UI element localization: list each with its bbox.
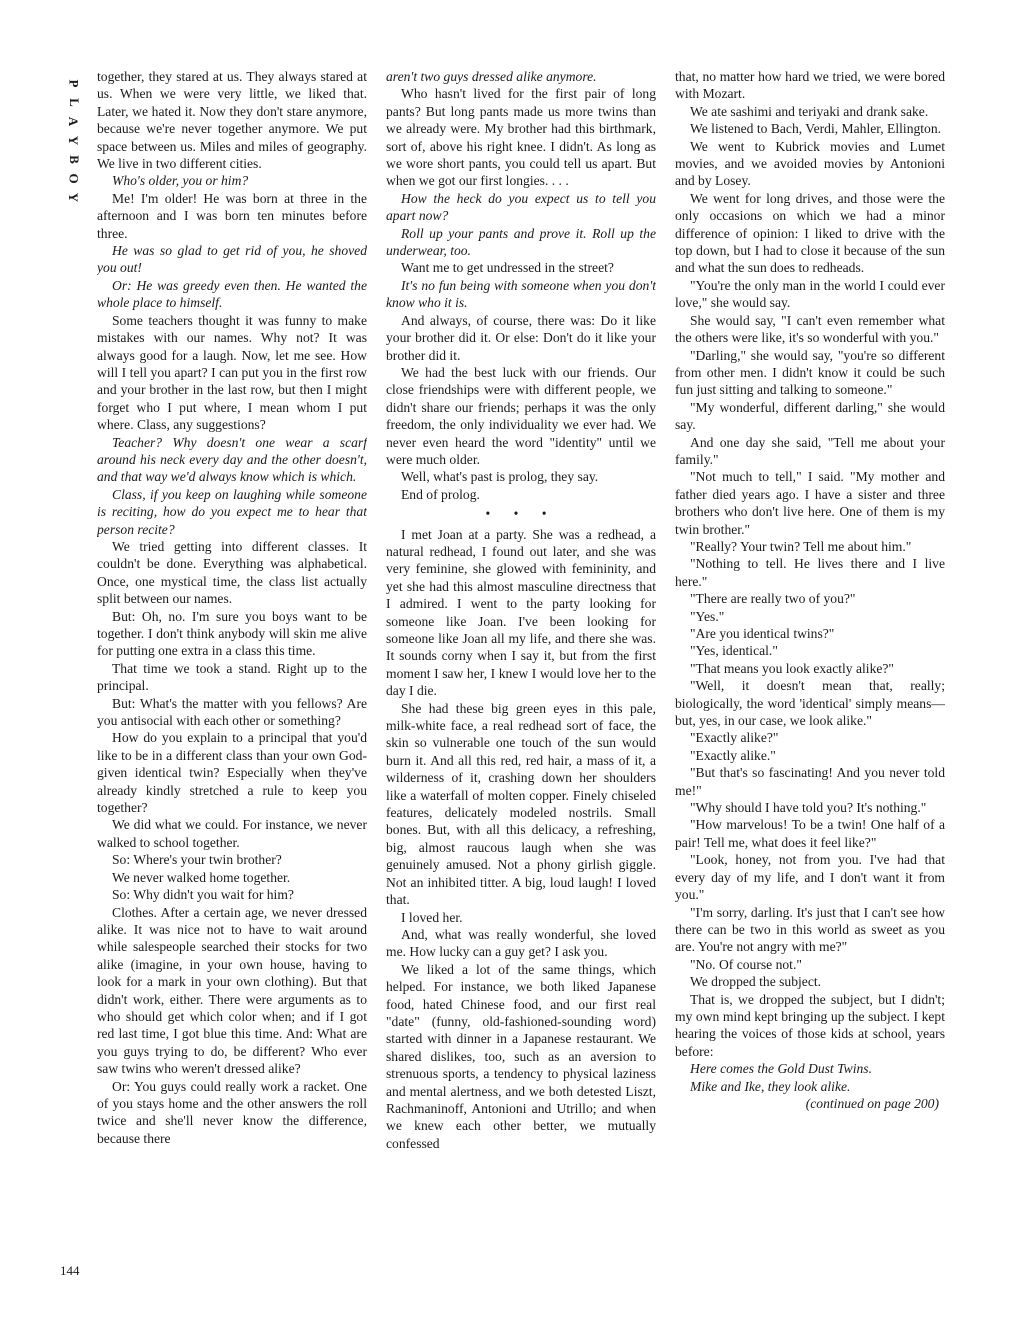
article-paragraph: Or: He was greedy even then. He wanted the whole place to himself. <box>97 277 367 311</box>
masthead-letter: B <box>66 155 82 164</box>
masthead-letter: L <box>66 98 82 107</box>
article-paragraph: "Well, it doesn't mean that, really; biologically, the word 'identical' simply means—but, yes, in our case, we look alike." <box>675 678 945 729</box>
magazine-masthead <box>64 74 84 207</box>
article-paragraph: How the heck do you expect us to tell you apart now? <box>386 190 656 224</box>
article-paragraph: Roll up your pants and prove it. Roll up the underwear, too. <box>386 225 656 259</box>
article-paragraph: "Yes, identical." <box>690 643 778 659</box>
article-paragraph: We tried getting into different classes. It couldn't be done. Everything was alphabetical. Once, one mystical time, the class list actually split between our names. <box>97 538 367 607</box>
article-paragraph: Well, what's past is prolog, they say. <box>401 469 599 485</box>
article-paragraph: She would say, "I can't even remember what the others were like, it's so wonderful with you." <box>675 312 945 346</box>
article-paragraph: Or: You guys could really work a racket. One of you stays home and the other answers the roll twice and she'll never know the difference, because there <box>97 1078 367 1146</box>
article-paragraph: How do you explain to a principal that you'd like to be in a different class than your own God-given identical twin? Especially when they've already kindly stretched a rule to keep you together? <box>97 730 367 816</box>
article-paragraph: And, what was really wonderful, she loved me. How lucky can a guy get? I ask you. <box>386 926 656 960</box>
article-paragraph: And one day she said, "Tell me about your family." <box>675 434 945 467</box>
article-paragraph: We listened to Bach, Verdi, Mahler, Ellington. <box>690 121 942 137</box>
article-paragraph: Here comes the Gold Dust Twins. <box>690 1061 872 1077</box>
article-paragraph: She had these big green eyes in this pale, milk-white face, a real redhead sort of face, the skin so vulnerable one touch of the sun would burn it. And all this red, red hair, a mass of it, a wilderness of it, crashing down her shoulders like a waterfall of molten copper. Finely chiseled features, delicately modeled nostrils. Small bones. But, with all this delicacy, a refreshing, big, almost raucous laugh when she was genuinely amused. Not a phony girlish giggle. Not an inhibited titter. A big, loud laugh! I loved that. <box>386 700 656 908</box>
article-paragraph: Who's older, you or him? <box>112 173 249 189</box>
article-paragraph: Clothes. After a certain age, we never dressed alike. It was nice not to have to wait around while salespeople searched their stocks for two alike (imagine, in your own house, having to look for a mark in your own clothing). But that didn't work, either. There were arguments as to who should get which color when; and if I got red last time, I got blue this time. And: What are you guys trying to do, be different? Who ever saw twins who weren't dressed alike? <box>97 904 367 1077</box>
article-paragraph: "That means you look exactly alike?" <box>690 660 894 676</box>
article-paragraph: We never walked home together. <box>112 869 291 885</box>
article-paragraph: Want me to get undressed in the street? <box>401 260 614 276</box>
article-paragraph: "Look, honey, not from you. I've had that every day of my life, and I don't want it from you." <box>675 852 945 903</box>
article-paragraph: Teacher? Why doesn't one wear a scarf around his neck every day and the other doesn't, and that way we'd always know which is which. <box>97 434 367 485</box>
article-column-2 <box>386 68 656 1288</box>
article-paragraph: Me! I'm older! He was born at three in the afternoon and I was born ten minutes before three. <box>97 190 367 241</box>
masthead-letter: A <box>66 116 82 127</box>
article-paragraph: We ate sashimi and teriyaki and drank sake. <box>690 103 929 119</box>
article-paragraph: "There are really two of you?" <box>690 591 856 607</box>
article-paragraph: "Exactly alike?" <box>690 730 779 746</box>
article-paragraph: "Darling," she would say, "you're so different from other men. I didn't know it could be such fun just sitting and talking to someone." <box>675 347 945 398</box>
article-paragraph: But: What's the matter with you fellows? Are you antisocial with each other or something? <box>97 695 367 729</box>
article-paragraph: "I'm sorry, darling. It's just that I can't see how there can be two in this world as sweet as you are. You're not angry with me?" <box>675 904 945 955</box>
article-paragraph: "Nothing to tell. He lives there and I live here." <box>675 556 945 589</box>
article-paragraph: I loved her. <box>401 909 463 925</box>
article-paragraph: End of prolog. <box>401 486 480 502</box>
article-paragraph: "Not much to tell," I said. "My mother and father died years ago. I have a sister and three brothers who don't live here. One of them is my twin brother." <box>675 469 945 537</box>
article-paragraph: That time we took a stand. Right up to the principal. <box>97 660 367 694</box>
article-paragraph: • • • <box>485 506 557 522</box>
article-paragraph: "My wonderful, different darling," she would say. <box>675 399 945 433</box>
article-paragraph: We did what we could. For instance, we never walked to school together. <box>97 817 367 850</box>
article-paragraph: "Exactly alike." <box>690 747 776 763</box>
article-paragraph: We went to Kubrick movies and Lumet movies, and we avoided movies by Antonioni and by Losey. <box>675 138 945 189</box>
article-paragraph: aren't two guys dressed alike anymore. <box>386 69 597 84</box>
article-paragraph: He was so glad to get rid of you, he shoved you out! <box>97 243 367 276</box>
masthead-letter: O <box>66 173 82 184</box>
article-paragraph: And always, of course, there was: Do it like your brother did it. Or else: Don't do it like your brother did it. <box>386 312 656 363</box>
article-paragraph: So: Why didn't you wait for him? <box>112 887 294 903</box>
article-paragraph: "Yes." <box>690 608 725 624</box>
article-paragraph: (continued on page 200) <box>805 1095 939 1111</box>
article-paragraph: Some teachers thought it was funny to make mistakes with our names. Why not? It was always good for a laugh. Now, let me see. How will I tell you apart? I can put you in the first row and your brother in the last row, but then I might forget who I put where, I mean whom I put where. Class, any suggestions? <box>97 312 367 433</box>
article-paragraph: that, no matter how hard we tried, we were bored with Mozart. <box>675 69 945 102</box>
article-paragraph: I met Joan at a party. She was a redhead, a natural redhead, I found out later, and she was very feminine, she glowed with femininity, and yet she had this almost masculine directness that I admired. I went to the party looking for someone like Joan. I've been looking for someone like Joan all my life, and there she was. It sounds corny when I say it, but from the first moment I saw her, I knew I would love her to the day I die. <box>386 526 656 699</box>
article-paragraph: together, they stared at us. They always stared at us. When we were very little, we liked that. Later, we hated it. Now they don't stare anymore, because we're never together anymore. We put space between us. Miles and miles of geography. We live in two different cities. <box>97 69 367 172</box>
article-paragraph: But: Oh, no. I'm sure you boys want to be together. I don't think anybody will skin me alive for putting one extra in a class this time. <box>97 608 367 659</box>
article-paragraph: Who hasn't lived for the first pair of long pants? But long pants made us more twins than we already were. My brother had this birthmark, sort of, above his right knee. I didn't. As long as we wore short pants, you could tell us apart. But when we got our first longies. . . . <box>386 86 656 189</box>
masthead-letter: P <box>66 79 82 88</box>
article-paragraph: "Really? Your twin? Tell me about him." <box>690 538 912 554</box>
article-paragraph: "Are you identical twins?" <box>690 626 835 641</box>
article-paragraph: "You're the only man in the world I could ever love," she would say. <box>675 277 945 311</box>
masthead-letter: Y <box>66 192 82 203</box>
page-number: 144 <box>60 1263 80 1278</box>
article-paragraph: That is, we dropped the subject, but I didn't; my own mind kept bringing up the subject. I kept hearing the voices of those kids at school, years before: <box>675 991 945 1059</box>
masthead-letter: Y <box>66 135 82 146</box>
article-paragraph: "Why should I have told you? It's nothing." <box>690 800 927 816</box>
article-paragraph: Mike and Ike, they look alike. <box>690 1078 851 1094</box>
article-paragraph: So: Where's your twin brother? <box>112 852 282 868</box>
article-paragraph: We went for long drives, and those were the only occasions on which we had a minor difference of opinion: I liked to drive with the top down, but I had to close it because of the sun and what the sun does to redheads. <box>675 190 945 276</box>
article-column-3 <box>675 68 945 1288</box>
article-paragraph: We dropped the subject. <box>690 974 822 990</box>
article-column-1 <box>97 68 367 1288</box>
article-paragraph: "But that's so fascinating! And you never told me!" <box>675 765 945 798</box>
article-paragraph: We had the best luck with our friends. Our close friendships were with different people, we didn't share our friends; perhaps it was the only freedom, the only individuality we ever had. We never even heard the word "identity" until we were much older. <box>386 364 656 467</box>
article-paragraph: Class, if you keep on laughing while someone is reciting, how do you expect me to hear that person recite? <box>97 486 367 537</box>
article-paragraph: We liked a lot of the same things, which helped. For instance, we both liked Japanese food, hated Chinese food, and our first real "date" (funny, old-fashioned-sounding word) started with dinner in a Japanese restaurant. We shared dislikes, too, such as an aversion to strenuous sports, a tendency to physical laziness and mental alertness, and we both detested Liszt, Rachmaninoff, Antonioni and Utrillo; and when we knew each other better, we mutually confessed <box>386 961 656 1151</box>
article-paragraph: "How marvelous! To be a twin! One half of a pair! Tell me, what does it feel like?" <box>675 817 945 850</box>
article-paragraph: It's no fun being with someone when you don't know who it is. <box>386 277 656 311</box>
article-paragraph: "No. Of course not." <box>690 956 802 972</box>
